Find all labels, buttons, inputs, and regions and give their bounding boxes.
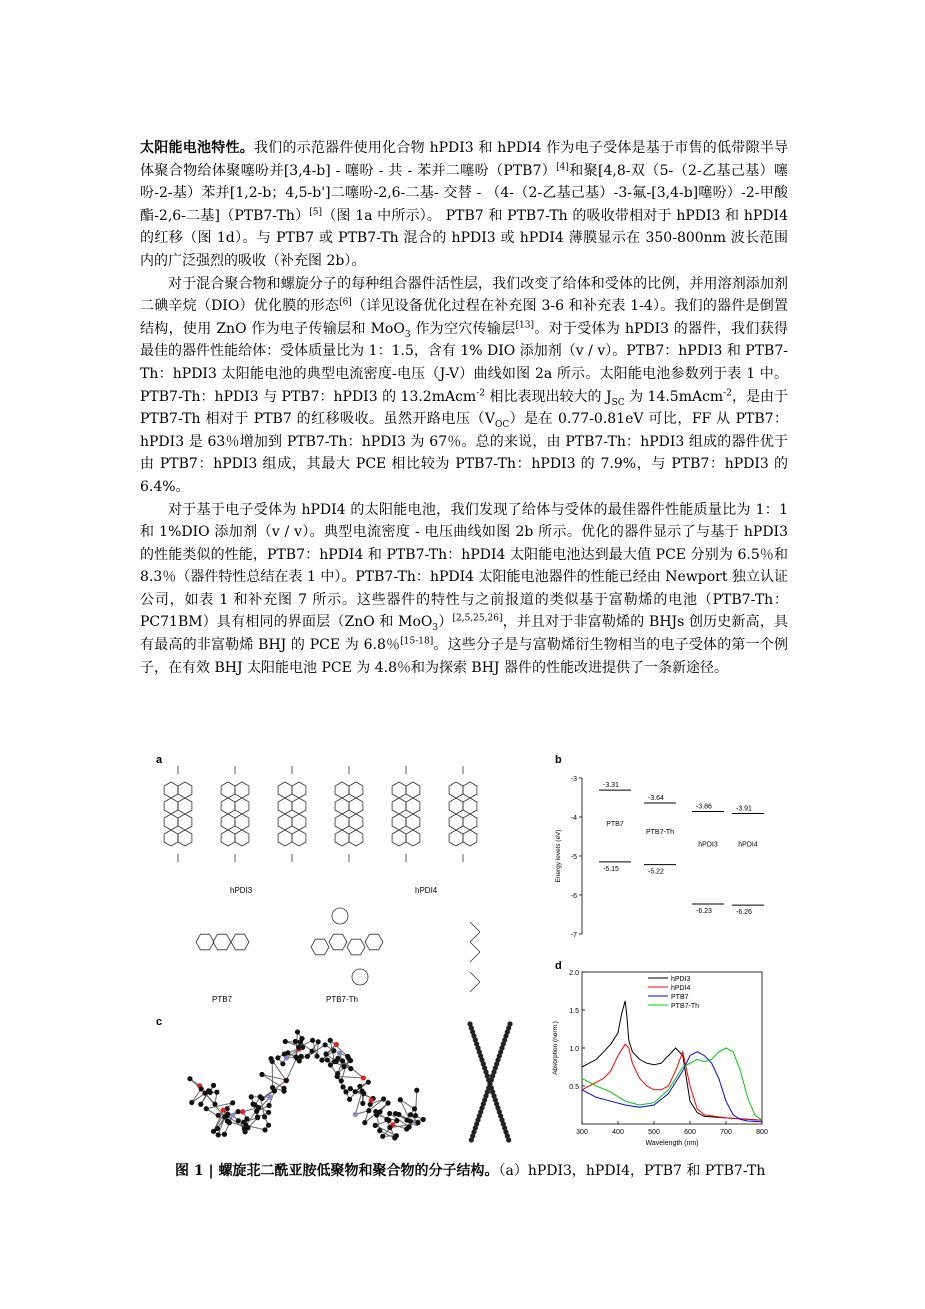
y-tick-label: -3 — [570, 776, 577, 783]
atom — [242, 1129, 247, 1134]
ring — [292, 814, 306, 830]
atom — [259, 1072, 264, 1077]
x-tick-label: 700 — [720, 1129, 732, 1136]
atom — [255, 1114, 260, 1119]
ring — [406, 814, 420, 830]
ptb7th-label: PTB7-Th — [326, 995, 359, 1004]
atom — [334, 1042, 339, 1047]
atom — [262, 1127, 267, 1132]
atom — [408, 1119, 413, 1124]
homo-value-label: -6.26 — [736, 909, 752, 917]
atom — [293, 1054, 298, 1059]
ring — [347, 939, 365, 955]
atom — [384, 1117, 389, 1122]
atom — [360, 1088, 365, 1093]
panel-b-label: b — [555, 754, 562, 766]
atom — [266, 1103, 271, 1108]
y-tick-label: 1.0 — [569, 1046, 579, 1053]
bond — [470, 952, 480, 962]
ring — [164, 830, 178, 846]
atom — [225, 1119, 230, 1124]
atom — [211, 1083, 216, 1088]
atom — [361, 1075, 366, 1080]
homo-value-label: -5.15 — [603, 865, 619, 873]
atom — [340, 1058, 345, 1063]
atom — [275, 1055, 280, 1060]
bond — [337, 1077, 363, 1078]
atom — [393, 1111, 398, 1116]
atom — [421, 1117, 426, 1122]
legend-label: hPDI3 — [671, 976, 691, 983]
figure-caption: 图 1 | 螺旋苝二酰亚胺低聚物和聚合物的分子结构。（a）hPDI3，hPDI4，PTB7 和 PTB7-Th — [175, 1163, 766, 1179]
atom — [412, 1106, 417, 1111]
atom — [189, 1100, 194, 1105]
y-tick-label: 1.5 — [569, 1008, 579, 1015]
atom — [316, 1039, 321, 1044]
ring — [231, 934, 249, 950]
atom — [394, 1118, 399, 1123]
atom — [392, 1135, 397, 1140]
category-label: PTB7-Th — [645, 828, 675, 836]
homo-value-label: -6.23 — [696, 907, 712, 915]
ring — [406, 798, 420, 814]
atom — [362, 1120, 367, 1125]
atom — [280, 1061, 285, 1066]
paragraph-1: 太阳能电池特性。我们的示范器件使用化合物 hPDI3 和 hPDI4 作为电子受体是基于市售的低带隙半导体聚合物给体聚噻吩并[3,4-b] - 噻吩 - 共 - 苯并二噻吩（PTB7）[4]和聚[4,8-双（5-（2-乙基己基）噻吩-2-基）苯并[1,2-b；4,5-b']二噻吩-2,6-二基- 交替 - （4-（2-乙基己基）-3-氟-[3,4-b]噻吩）-2-甲酸酯-2,6-二基]（PTB7-Th）[5]（图 1a 中所示）。 PTB7 和 PTB7-Th 的吸收带相对于 hPDI3 和 hPDI4 的红移（图 1d）。与 PTB7 或 PTB7-Th 混合的 hPDI3 或 hPDI4 薄膜显示在 350-800nm 波长范围内的广泛强烈的吸收（补充图 2b）。 — [140, 140, 788, 269]
ring — [278, 830, 292, 846]
citation: [13] — [515, 320, 534, 331]
atom — [413, 1113, 418, 1118]
atom — [270, 1085, 275, 1090]
paragraph-3: 对于基于电子受体为 hPDI4 的太阳能电池，我们发现了给体与受体的最佳器件性能质量比为 1：1 和 1%DIO 添加剂（v / v）。典型电流密度 - 电压曲线如图 2b 所示。优化的器件显示了与基于 hPDI3 的性能类似的性能，PTB7：hPDI4 和 PTB7-Th：hPDI4 太阳能电池达到最大值 PCE 分别为 6.5％和 8.3％（器件特性总结在表 1 中）。PTB7-Th：hPDI4 太阳能电池器件的性能已经由 Newport 独立认证公司，如表 1 和补充图 7 所示。这些器件的特性与之前报道的类似基于富勒烯的电池（PTB7-Th：PC71BM）具有相同的界面层（ZnO 和 MoO$_3$）[2,5,25,26]，并且对于非富勒烯的 BHJs 创历史新高，具有最高的非富勒烯 BHJ 的 PCE 为 6.8％[15-18]。这些分子是与富勒烯衍生物相当的电子受体的第一个例子，在有效 BHJ 太阳能电池 PCE 为 4.8％和为探索 BHJ 器件的性能改进提供了一条新途径。 — [140, 501, 789, 676]
ring — [292, 782, 306, 798]
atom — [266, 1110, 271, 1115]
ring — [221, 814, 235, 830]
ptb7-label: PTB7 — [212, 995, 233, 1004]
atom — [266, 1123, 271, 1128]
homo-value-label: -5.22 — [648, 868, 664, 876]
ring — [406, 782, 420, 798]
atom — [335, 1074, 340, 1079]
ring — [164, 782, 178, 798]
x-tick-label: 400 — [612, 1129, 624, 1136]
atom — [335, 1056, 340, 1061]
category-label: hPDI4 — [738, 841, 758, 849]
hpdi-structures — [150, 762, 550, 892]
ring — [463, 798, 477, 814]
ring — [392, 798, 406, 814]
series-line-ptb7-th — [582, 1048, 762, 1120]
atom — [381, 1096, 386, 1101]
lumo-value-label: -3.86 — [696, 803, 712, 811]
atom — [297, 1058, 302, 1063]
atom — [385, 1100, 390, 1105]
ring — [221, 782, 235, 798]
atom — [377, 1128, 382, 1133]
x-tick-label: 500 — [648, 1129, 660, 1136]
ring — [349, 814, 363, 830]
atom — [187, 1076, 192, 1081]
ring — [235, 782, 249, 798]
ring — [213, 934, 231, 950]
atom — [343, 1089, 348, 1094]
atom — [198, 1102, 203, 1107]
atom — [225, 1113, 230, 1118]
atom — [268, 1056, 273, 1061]
atom — [341, 1064, 346, 1069]
ring — [235, 814, 249, 830]
atom — [310, 1038, 315, 1043]
atom — [337, 1050, 342, 1055]
ring — [392, 830, 406, 846]
lumo-value-label: -3.31 — [603, 782, 619, 790]
energy-level-chart — [550, 762, 770, 947]
bond — [470, 932, 480, 942]
ring — [164, 798, 178, 814]
legend-label: PTB7 — [671, 994, 689, 1001]
ring — [349, 830, 363, 846]
atom — [339, 1078, 344, 1083]
atom — [347, 1097, 352, 1102]
atom — [230, 1113, 235, 1118]
legend-label: PTB7-Th — [671, 1003, 700, 1010]
ring — [196, 934, 214, 950]
ring — [178, 782, 192, 798]
atom — [398, 1097, 403, 1102]
ring — [311, 939, 329, 955]
atom — [348, 1086, 353, 1091]
atom — [369, 1098, 374, 1103]
x-tick-label: 600 — [684, 1129, 696, 1136]
y-tick-label: -4 — [570, 815, 577, 822]
bond — [416, 1090, 417, 1115]
atom — [366, 1108, 371, 1113]
y-tick-label: -7 — [570, 932, 577, 939]
atom — [259, 1096, 264, 1101]
atom — [357, 1084, 362, 1089]
atom — [283, 1039, 288, 1044]
atom — [250, 1102, 255, 1107]
panel-a-label: a — [156, 754, 163, 766]
atom — [221, 1107, 226, 1112]
ring — [335, 798, 349, 814]
y-tick-label: -5 — [570, 854, 577, 861]
category-label: PTB7 — [606, 820, 624, 828]
section-heading: 太阳能电池特性。 — [140, 140, 254, 156]
ring — [278, 782, 292, 798]
hpdi4-label: hPDI4 — [415, 886, 438, 895]
atom — [222, 1132, 227, 1137]
atom — [214, 1090, 219, 1095]
ring — [178, 798, 192, 814]
y-axis-title: Energy levels (eV) — [555, 829, 562, 883]
ring — [278, 814, 292, 830]
ring — [335, 830, 349, 846]
atom — [366, 1080, 371, 1085]
citation: [6] — [339, 297, 352, 308]
atom — [212, 1102, 217, 1107]
atom — [215, 1126, 220, 1131]
lumo-value-label: -3.64 — [648, 794, 664, 802]
atom — [380, 1134, 385, 1139]
x-tick-label: 800 — [756, 1129, 768, 1136]
atom — [328, 1062, 333, 1067]
ring — [449, 782, 463, 798]
atom — [323, 1042, 328, 1047]
x-tick-label: 300 — [576, 1129, 588, 1136]
x-axis-title: Wavelength (nm) — [645, 1140, 699, 1147]
ring — [463, 782, 477, 798]
citation: [4] — [556, 161, 569, 172]
atom — [243, 1123, 248, 1128]
atom — [299, 1054, 304, 1059]
bond — [470, 982, 480, 992]
atom — [299, 1036, 304, 1041]
atom — [340, 1084, 345, 1089]
atom — [373, 1123, 378, 1128]
ring — [449, 798, 463, 814]
atom — [284, 1055, 289, 1060]
atom — [387, 1111, 392, 1116]
atom — [230, 1100, 235, 1105]
atom — [310, 1049, 315, 1054]
polymer-structures — [150, 902, 550, 1002]
atom — [404, 1126, 409, 1131]
atom — [244, 1116, 249, 1121]
paragraph-2: 对于混合聚合物和螺旋分子的每种组合器件活性层，我们改变了给体和受体的比例，并用溶剂添加剂二碘辛烷（DIO）优化膜的形态[6]（详见设备优化过程在补充图 3-6 和补充表 1-4）。我们的器件是倒置结构，使用 ZnO 作为电子传输层和 MoO$_3$ 作为空穴传输层[13]。对于受体为 hPDI3 的器件，我们获得最佳的器件性能给体：受体质量比为 1：1.5，含有 1% DIO 添加剂（v / v）。PTB7：hPDI3 和 PTB7-Th：hPDI3 太阳能电池的典型电流密度-电压（J-V）曲线如图 2a 所示。太阳能电池参数列于表 1 中。PTB7-Th：hPDI3 与 PTB7：hPDI3 的 13.2mAcm$^{-2}$ 相比表现出较大的 $J_{SC}$ 为 14.5mAcm$^{-2}$，是由于 PTB7-Th 相对于 PTB7 的红移吸收。虽然开路电压$(V_{OC})$是在 0.77-0.81eV 可比，FF 从 PTB7：hPDI3 是 63％增加到 PTB7-Th：hPDI3 为 67％。总的来说，由 PTB7-Th：hPDI3 组成的器件优于由 PTB7：hPDI3 组成，其最大 PCE 相比较为 PTB7-Th：hPDI3 的 7.9%，与 PTB7：hPDI3 的 6.4%。 — [140, 275, 789, 495]
legend-label: hPDI4 — [671, 985, 691, 992]
category-label: hPDI3 — [698, 841, 718, 849]
y-tick-label: 2.0 — [569, 970, 579, 977]
atom — [202, 1090, 207, 1095]
atom — [208, 1090, 213, 1095]
citation: [2,5,25,26] — [452, 613, 503, 624]
ring — [352, 969, 368, 985]
bond — [470, 922, 480, 932]
atom — [328, 1038, 333, 1043]
atom — [249, 1094, 254, 1099]
ring — [392, 782, 406, 798]
atom — [348, 1058, 353, 1063]
citation: [5] — [309, 207, 323, 218]
y-axis-title: Absorption (norm.) — [552, 1021, 559, 1075]
ring — [292, 830, 306, 846]
atom — [323, 1051, 328, 1056]
ring — [164, 814, 178, 830]
ring — [392, 814, 406, 830]
ring — [449, 814, 463, 830]
ring — [235, 798, 249, 814]
figure-1 — [150, 752, 770, 1152]
atom — [293, 1039, 298, 1044]
ring — [292, 798, 306, 814]
ring — [449, 830, 463, 846]
atom — [348, 1066, 353, 1071]
ring — [178, 830, 192, 846]
series-line-hpdi3 — [582, 1001, 762, 1120]
ring — [329, 934, 347, 950]
panel-d-label: d — [555, 960, 562, 972]
ring — [332, 908, 348, 924]
ring — [278, 798, 292, 814]
atom — [296, 1045, 301, 1050]
ring — [235, 830, 249, 846]
y-tick-label: -6 — [570, 893, 577, 900]
atom — [469, 1137, 474, 1142]
citation: [15-18] — [400, 636, 434, 647]
ring — [221, 830, 235, 846]
atom — [353, 1089, 358, 1094]
hpdi3-label: hPDI3 — [230, 886, 253, 895]
atom — [204, 1106, 209, 1111]
atom — [408, 1112, 413, 1117]
ring — [335, 782, 349, 798]
atom — [240, 1109, 245, 1114]
atom — [281, 1089, 286, 1094]
atom — [314, 1054, 319, 1059]
atom — [216, 1132, 221, 1137]
atom — [216, 1113, 221, 1118]
ring — [349, 798, 363, 814]
ring — [406, 830, 420, 846]
body-text — [140, 137, 788, 679]
panel-c-label: c — [156, 1016, 163, 1028]
ring — [463, 814, 477, 830]
atom — [331, 1048, 336, 1053]
y-tick-label: 0.5 — [569, 1084, 579, 1091]
atom — [254, 1109, 259, 1114]
molecular-model-3d — [180, 1014, 550, 1154]
atom — [305, 1054, 310, 1059]
ring — [349, 782, 363, 798]
bond — [470, 972, 480, 982]
atom — [374, 1112, 379, 1117]
atom — [267, 1095, 272, 1100]
atom — [199, 1086, 204, 1091]
atom — [387, 1125, 392, 1130]
atom — [262, 1114, 267, 1119]
ring — [221, 798, 235, 814]
atom — [506, 1137, 511, 1142]
ring — [335, 814, 349, 830]
ring — [178, 814, 192, 830]
atom — [360, 1101, 365, 1106]
bond — [286, 1058, 297, 1081]
ring — [365, 934, 383, 950]
bond — [470, 942, 480, 952]
atom — [414, 1088, 419, 1093]
absorption-chart — [548, 964, 770, 1154]
atom — [353, 1112, 358, 1117]
atom — [415, 1120, 420, 1125]
atom — [236, 1109, 241, 1114]
ring — [463, 830, 477, 846]
atom — [236, 1118, 241, 1123]
series-line-ptb7 — [582, 1052, 762, 1122]
lumo-value-label: -3.91 — [736, 805, 752, 813]
atom — [284, 1078, 289, 1083]
atom — [325, 1057, 330, 1062]
atom — [295, 1029, 300, 1034]
atom — [319, 1058, 324, 1063]
